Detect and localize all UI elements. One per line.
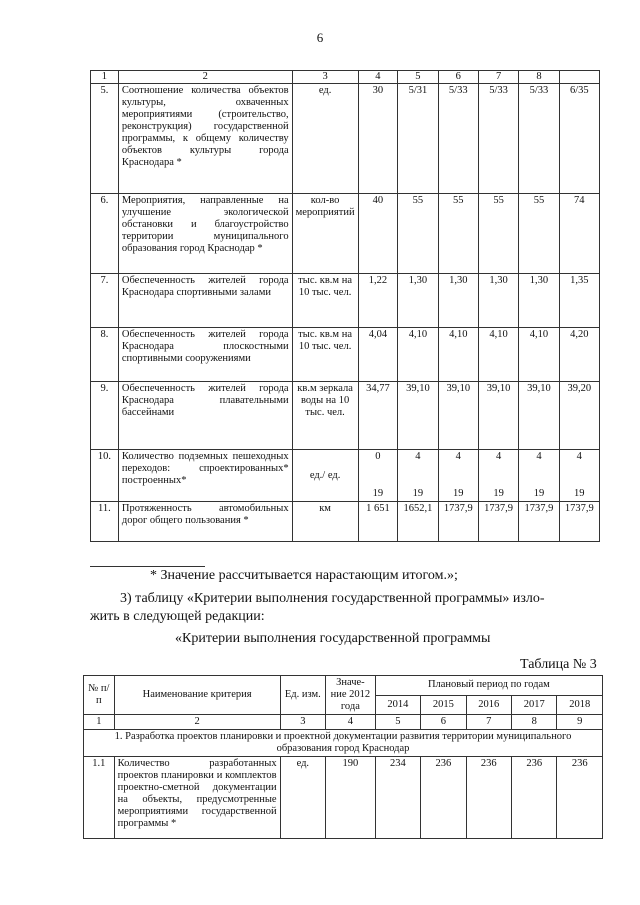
- unit-cell: тыс. кв.м на 10 тыс. чел.: [292, 328, 358, 382]
- value-cell: 4: [478, 450, 518, 478]
- value-cell: 0: [358, 450, 398, 478]
- criterion-name: Мероприятия, направленные на улучшение экологической обстановки и благоустройство территории муниципального образования город Краснодар *: [118, 194, 292, 274]
- header-year: 2015: [421, 695, 466, 715]
- value-cell: 4,10: [438, 328, 478, 382]
- value-cell: 55: [398, 194, 438, 274]
- header-year: 2014: [375, 695, 420, 715]
- value-cell: 74: [559, 194, 599, 274]
- header-cell: [559, 71, 599, 84]
- value-cell: 4: [398, 450, 438, 478]
- criterion-name: Обеспеченность жителей города Краснодара плавательными бассейнами: [118, 382, 292, 450]
- row-number: 7.: [91, 274, 119, 328]
- value-cell: 1,30: [398, 274, 438, 328]
- value-cell: 39,10: [398, 382, 438, 450]
- table-caption: «Критерии выполнения государственной программы: [175, 631, 491, 646]
- unit-cell: ед./ ед.: [292, 450, 358, 502]
- column-number: 5: [375, 715, 420, 730]
- table-header-row: [84, 676, 603, 696]
- value-cell: 5/33: [478, 84, 518, 194]
- header-year: 2016: [466, 695, 511, 715]
- value-cell: 19: [438, 478, 478, 502]
- value-cell: 19: [398, 478, 438, 502]
- row-number: 6.: [91, 194, 119, 274]
- value-cell: 39,10: [478, 382, 518, 450]
- row-number: 1.1: [84, 757, 115, 839]
- criterion-name: Обеспеченность жителей города Краснодара спортивными залами: [118, 274, 292, 328]
- unit-cell: кол-во мероприятий: [292, 194, 358, 274]
- value-cell: 4: [559, 450, 599, 478]
- header-year: 2017: [512, 695, 557, 715]
- unit-cell: тыс. кв.м на 10 тыс. чел.: [292, 274, 358, 328]
- value-cell: 39,10: [438, 382, 478, 450]
- criterion-name: Количество подземных пешеходных переходов: спроектированных* построенных*: [118, 450, 292, 502]
- table-number: Таблица № 3: [520, 657, 597, 672]
- value-cell: 19: [478, 478, 518, 502]
- header-unit: Ед. изм.: [280, 676, 325, 715]
- column-number: 9: [557, 715, 603, 730]
- value-cell: 6/35: [559, 84, 599, 194]
- column-number: 7: [466, 715, 511, 730]
- table-row: [91, 194, 600, 274]
- column-number: 8: [512, 715, 557, 730]
- value-cell: 4: [438, 450, 478, 478]
- value-cell: 19: [559, 478, 599, 502]
- paragraph-line: 3) таблицу «Критерии выполнения государственной программы» изло-: [120, 591, 545, 606]
- value-cell: 5/33: [519, 84, 559, 194]
- row-number: 11.: [91, 502, 119, 542]
- header-cell: 7: [478, 71, 518, 84]
- value-cell: 39,20: [559, 382, 599, 450]
- value-cell: 4: [519, 450, 559, 478]
- row-number: 5.: [91, 84, 119, 194]
- value-cell: 40: [358, 194, 398, 274]
- table-row: [91, 382, 600, 450]
- section-title: 1. Разработка проектов планировки и проектной документации развития территории муниципального образования город Краснодар: [84, 730, 603, 757]
- value-cell: 1737,9: [478, 502, 518, 542]
- value-cell: 5/31: [398, 84, 438, 194]
- header-name: Наименование критерия: [114, 676, 280, 715]
- row-number: 8.: [91, 328, 119, 382]
- table-row: [91, 328, 600, 382]
- column-number: 4: [326, 715, 376, 730]
- unit-cell: км: [292, 502, 358, 542]
- value-cell: 1737,9: [559, 502, 599, 542]
- header-year: 2018: [557, 695, 603, 715]
- unit-cell: кв.м зеркала воды на 10 тыс. чел.: [292, 382, 358, 450]
- value-cell: 236: [512, 757, 557, 839]
- table-row: [91, 84, 600, 194]
- value-cell: 4,10: [519, 328, 559, 382]
- unit-cell: ед.: [292, 84, 358, 194]
- value-cell: 55: [478, 194, 518, 274]
- column-number: 1: [84, 715, 115, 730]
- paragraph-line: жить в следующей редакции:: [90, 609, 265, 624]
- footnote: * Значение рассчитывается нарастающим итогом.»;: [150, 568, 458, 583]
- header-cell: 3: [292, 71, 358, 84]
- indicators-table: [90, 70, 600, 542]
- row-number: 9.: [91, 382, 119, 450]
- value-cell: 34,77: [358, 382, 398, 450]
- criterion-name: Протяженность автомобильных дорог общего пользования *: [118, 502, 292, 542]
- value-cell: 234: [375, 757, 420, 839]
- value-cell: 4,20: [559, 328, 599, 382]
- row-number: 10.: [91, 450, 119, 502]
- column-number: 6: [421, 715, 466, 730]
- column-number: 2: [114, 715, 280, 730]
- criteria-table: [83, 675, 603, 839]
- value-cell: 19: [519, 478, 559, 502]
- header-cell: 2: [118, 71, 292, 84]
- header-value-2012: Значе-ние 2012 года: [326, 676, 376, 715]
- value-cell: 19: [358, 478, 398, 502]
- value-cell: 1,35: [559, 274, 599, 328]
- value-cell: 1,30: [438, 274, 478, 328]
- table-row: [84, 757, 603, 839]
- value-cell: 1 651: [358, 502, 398, 542]
- column-number-row: [84, 715, 603, 730]
- value-cell: 190: [326, 757, 376, 839]
- table-row: [91, 450, 600, 478]
- value-cell: 55: [519, 194, 559, 274]
- criterion-name: Соотношение количества объектов культуры, охваченных мероприятиями (строительство, реконструкция) государственной программы, к общему количеству объектов культуры города Краснодара *: [118, 84, 292, 194]
- section-row: [84, 730, 603, 757]
- criterion-name: Обеспеченность жителей города Краснодара плоскостными спортивными сооружениями: [118, 328, 292, 382]
- value-cell: 5/33: [438, 84, 478, 194]
- value-cell: 1,30: [519, 274, 559, 328]
- value-cell: 236: [557, 757, 603, 839]
- value-cell: 4,10: [398, 328, 438, 382]
- value-cell: 4,04: [358, 328, 398, 382]
- header-cell: 6: [438, 71, 478, 84]
- footnote-divider: [90, 566, 205, 567]
- criterion-name: Количество разработанных проектов планировки и комплектов проектно-сметной документации на объекты, предусмотренные мероприятиями государственной программы *: [114, 757, 280, 839]
- header-cell: 4: [358, 71, 398, 84]
- value-cell: 1,30: [478, 274, 518, 328]
- value-cell: 4,10: [478, 328, 518, 382]
- value-cell: 39,10: [519, 382, 559, 450]
- header-period: Плановый период по годам: [375, 676, 602, 696]
- page-number: 6: [316, 30, 324, 45]
- header-cell: 8: [519, 71, 559, 84]
- header-cell: 1: [91, 71, 119, 84]
- value-cell: 55: [438, 194, 478, 274]
- value-cell: 1737,9: [438, 502, 478, 542]
- value-cell: 30: [358, 84, 398, 194]
- value-cell: 236: [466, 757, 511, 839]
- header-cell: 5: [398, 71, 438, 84]
- header-no: № п/п: [84, 676, 115, 715]
- table-row: [91, 274, 600, 328]
- value-cell: 236: [421, 757, 466, 839]
- value-cell: 1,22: [358, 274, 398, 328]
- column-number: 3: [280, 715, 325, 730]
- table-row: [91, 502, 600, 542]
- value-cell: 1737,9: [519, 502, 559, 542]
- table-header-row: [91, 71, 600, 84]
- unit-cell: ед.: [280, 757, 325, 839]
- value-cell: 1652,1: [398, 502, 438, 542]
